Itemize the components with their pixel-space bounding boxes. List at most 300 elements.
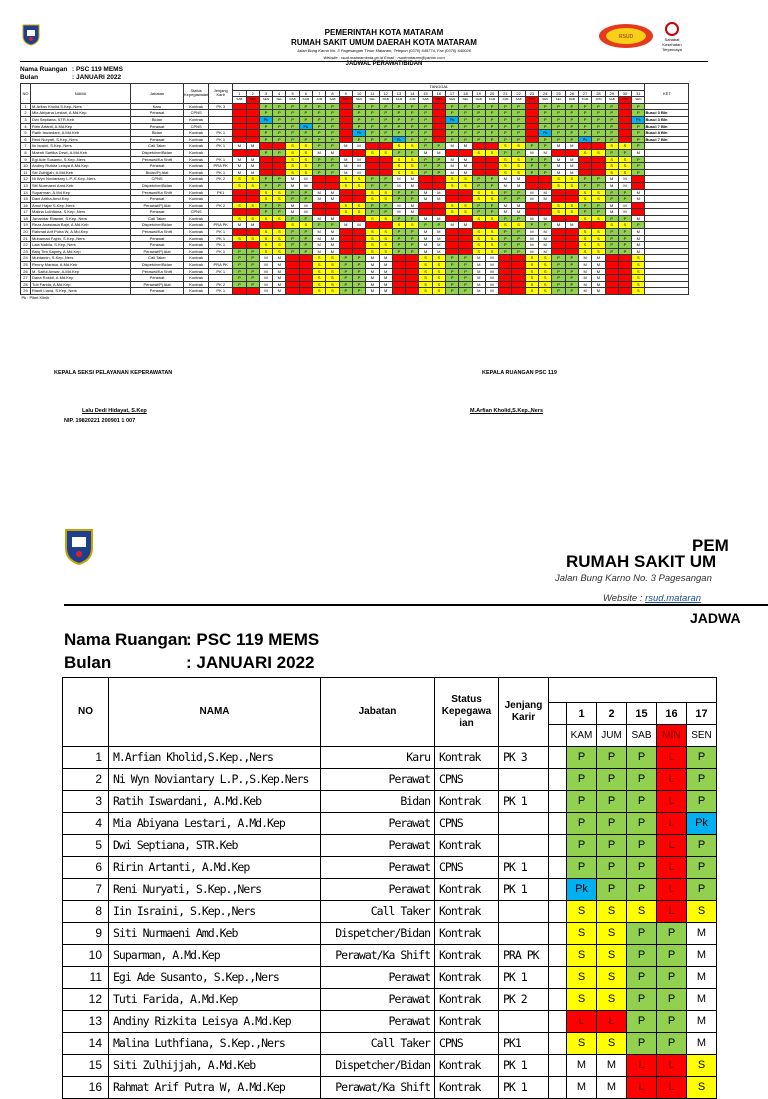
- table-row: [63, 857, 717, 879]
- row-rank: [499, 901, 549, 923]
- row-no: 16: [63, 1077, 109, 1099]
- shift-cell: L: [352, 248, 365, 255]
- shift-cell: M: [525, 229, 538, 236]
- weekday: MIN: [339, 97, 352, 104]
- shift-cell: P: [552, 262, 565, 269]
- weekday: MIN: [432, 97, 445, 104]
- shift-cell: P: [313, 110, 326, 117]
- shift-cell: P: [605, 136, 618, 143]
- shift-cell: L: [432, 176, 445, 183]
- shift-cell: S: [259, 196, 272, 203]
- shift-cell: P: [366, 130, 379, 137]
- shift-cell: S: [392, 143, 405, 150]
- shift-cell: P: [605, 130, 618, 137]
- shift-cell: M: [525, 215, 538, 222]
- shift-cell: P: [632, 103, 645, 110]
- shift-cell: P: [687, 879, 717, 901]
- shift-cell: P: [326, 143, 339, 150]
- shift-cell: P: [632, 136, 645, 143]
- row-role: Perawat: [321, 879, 435, 901]
- shift-cell: S: [313, 288, 326, 295]
- shift-cell: P: [406, 196, 419, 203]
- shift-cell: S: [246, 176, 259, 183]
- shift-cell: P: [273, 149, 286, 156]
- shift-cell: L: [605, 268, 618, 275]
- partner-logo: [660, 22, 684, 50]
- shift-cell: P: [627, 769, 657, 791]
- shift-cell: M: [592, 288, 605, 295]
- shift-cell: L: [618, 268, 631, 275]
- shift-cell: P: [419, 156, 432, 163]
- shift-cell: L: [632, 176, 645, 183]
- shift-cell: L: [485, 143, 498, 150]
- shift-cell: P: [352, 262, 365, 269]
- month-value: : JANUARI 2022: [186, 653, 315, 672]
- shift-cell: S: [313, 275, 326, 282]
- shift-cell: P: [352, 288, 365, 295]
- shift-cell: L: [552, 215, 565, 222]
- shift-cell: M: [512, 176, 525, 183]
- shift-cell: S: [432, 268, 445, 275]
- shift-cell: P: [459, 103, 472, 110]
- weekday-spacer: [549, 725, 567, 747]
- shift-cell: P: [313, 222, 326, 229]
- shift-cell: P: [459, 275, 472, 282]
- shift-cell: P: [578, 123, 591, 130]
- footnote-row: [21, 295, 689, 301]
- shift-cell: S: [366, 196, 379, 203]
- shift-cell: P: [485, 103, 498, 110]
- row-ket: [645, 281, 689, 288]
- row-name: Amul Hajar S.Kep.,Ners: [31, 202, 131, 209]
- shift-cell: P: [565, 262, 578, 269]
- shift-cell: S: [392, 222, 405, 229]
- shift-cell: S: [313, 268, 326, 275]
- shift-cell: P: [446, 110, 459, 117]
- shift-cell: L: [618, 123, 631, 130]
- shift-cell: P: [578, 110, 591, 117]
- weekday: SEN: [539, 97, 552, 104]
- shift-cell: L: [432, 182, 445, 189]
- shift-cell: P: [432, 156, 445, 163]
- table-row: [21, 176, 689, 183]
- shift-cell: S: [273, 235, 286, 242]
- shift-cell: P: [259, 176, 272, 183]
- shift-cell: L: [605, 262, 618, 269]
- shift-cell: Pk: [632, 116, 645, 123]
- row-name: Maenti Sartika Dewi, A.Md.Keb: [31, 149, 131, 156]
- month-value: : JANUARI 2022: [72, 74, 122, 81]
- month-line: [20, 74, 121, 81]
- shift-cell: L: [552, 248, 565, 255]
- shift-cell: S: [578, 196, 591, 203]
- shift-cell: P: [499, 235, 512, 242]
- col-rank-header: Jenjang Karir: [209, 84, 233, 104]
- weekday: JUM: [406, 97, 419, 104]
- shift-cell: P: [618, 189, 631, 196]
- shift-cell: P: [352, 255, 365, 262]
- shift-cell: S: [379, 242, 392, 249]
- row-ket: [645, 275, 689, 282]
- shift-cell: S: [552, 202, 565, 209]
- row-status: Kontrak: [184, 262, 209, 269]
- shift-cell: L: [406, 288, 419, 295]
- shift-cell: M: [499, 202, 512, 209]
- shift-cell: P: [565, 130, 578, 137]
- shift-cell: S: [592, 235, 605, 242]
- shift-cell: S: [432, 255, 445, 262]
- shift-cell: P: [627, 791, 657, 813]
- shift-cell: L: [339, 130, 352, 137]
- shift-cell: P: [472, 130, 485, 137]
- row-no: 5: [63, 835, 109, 857]
- shift-cell: P: [499, 189, 512, 196]
- table-row: [63, 1077, 717, 1099]
- shift-cell: P: [632, 156, 645, 163]
- row-rank: PK1: [499, 1033, 549, 1055]
- weekday: MIN: [525, 97, 538, 104]
- shift-cell: P: [597, 835, 627, 857]
- shift-cell: L: [459, 248, 472, 255]
- row-rank: [209, 110, 233, 117]
- row-ket: [645, 262, 689, 269]
- day-number: 18: [459, 90, 472, 97]
- shift-cell: S: [499, 143, 512, 150]
- shift-cell: M: [525, 149, 538, 156]
- shift-cell: L: [657, 1055, 687, 1077]
- shift-cell: S: [273, 229, 286, 236]
- shift-cell: P: [446, 255, 459, 262]
- row-no: 28: [21, 281, 31, 288]
- shift-cell: S: [459, 202, 472, 209]
- shift-cell: S: [567, 901, 597, 923]
- shift-cell: M: [259, 281, 272, 288]
- shift-cell: S: [432, 262, 445, 269]
- row-no: 11: [21, 169, 31, 176]
- table-row: [21, 182, 689, 189]
- shift-cell: P: [657, 945, 687, 967]
- row-no: 20: [21, 229, 31, 236]
- shift-cell: Pk: [567, 879, 597, 901]
- month-label: Bulan: [64, 653, 112, 672]
- shift-cell: L: [366, 169, 379, 176]
- shift-cell: S: [552, 209, 565, 216]
- shift-cell: L: [525, 136, 538, 143]
- row-role: Call Taker: [321, 1033, 435, 1055]
- shift-cell: S: [366, 248, 379, 255]
- shift-cell: S: [565, 202, 578, 209]
- day-gap: [549, 791, 567, 813]
- shift-cell: L: [459, 229, 472, 236]
- hospital-web: Website : rsud.mataramkota.go.id Email : rsudmataram@yahoo.com: [323, 55, 445, 60]
- weekday: KAM: [392, 97, 405, 104]
- shift-cell: P: [326, 136, 339, 143]
- row-status: CPNS: [435, 857, 499, 879]
- shift-cell: P: [286, 110, 299, 117]
- shift-cell: L: [552, 235, 565, 242]
- weekday: SAB: [233, 97, 246, 104]
- shift-cell: P: [499, 149, 512, 156]
- shift-cell: L: [525, 116, 538, 123]
- shift-cell: S: [313, 281, 326, 288]
- shift-cell: M: [446, 169, 459, 176]
- shift-cell: S: [286, 222, 299, 229]
- shift-cell: S: [512, 156, 525, 163]
- shift-cell: L: [565, 189, 578, 196]
- row-role: Karu: [131, 103, 184, 110]
- row-role: Call Taker: [131, 143, 184, 150]
- day-number: 5: [286, 90, 299, 97]
- row-rank: PRA PK: [499, 945, 549, 967]
- shift-cell: S: [499, 156, 512, 163]
- day-gap: [549, 945, 567, 967]
- shift-cell: P: [592, 103, 605, 110]
- day-number: 6: [299, 90, 312, 97]
- shift-cell: P: [352, 268, 365, 275]
- shift-cell: P: [379, 123, 392, 130]
- shift-cell: L: [552, 189, 565, 196]
- shift-cell: P: [565, 268, 578, 275]
- shift-cell: S: [597, 989, 627, 1011]
- shift-cell: P: [578, 209, 591, 216]
- shift-cell: M: [379, 275, 392, 282]
- shift-cell: P: [459, 110, 472, 117]
- day-gap: [549, 901, 567, 923]
- shift-cell: S: [597, 901, 627, 923]
- row-role: Perawat/Pj Alat: [131, 248, 184, 255]
- shift-cell: L: [578, 222, 591, 229]
- shift-cell: M: [273, 275, 286, 282]
- schedule-table-full: [20, 83, 689, 301]
- shift-cell: S: [632, 281, 645, 288]
- table-row: [63, 945, 717, 967]
- weekday: JUM: [313, 97, 326, 104]
- shift-cell: L: [419, 182, 432, 189]
- shift-cell: L: [539, 209, 552, 216]
- shift-cell: M: [273, 268, 286, 275]
- shift-cell: M: [687, 1033, 717, 1055]
- row-role: Perawat: [131, 235, 184, 242]
- shift-cell: S: [419, 281, 432, 288]
- shift-cell: S: [406, 156, 419, 163]
- shift-cell: S: [539, 255, 552, 262]
- shift-cell: S: [472, 229, 485, 236]
- shift-cell: P: [299, 215, 312, 222]
- row-rank: PK 1: [209, 242, 233, 249]
- table-row: [63, 1011, 717, 1033]
- shift-cell: S: [366, 235, 379, 242]
- shift-cell: L: [233, 189, 246, 196]
- shift-cell: M: [233, 163, 246, 170]
- row-name: Dwi Septiana, STR.Keb: [31, 116, 131, 123]
- day-number: 22: [512, 90, 525, 97]
- shift-cell: L: [618, 136, 631, 143]
- table-row: [21, 110, 689, 117]
- shift-cell: P: [352, 275, 365, 282]
- shift-cell: Pk: [578, 136, 591, 143]
- shift-cell: P: [618, 242, 631, 249]
- shift-cell: P: [565, 116, 578, 123]
- shift-cell: M: [687, 945, 717, 967]
- day-number: 2: [246, 90, 259, 97]
- weekday: SEN: [687, 725, 717, 747]
- shift-cell: L: [392, 268, 405, 275]
- shift-cell: L: [246, 229, 259, 236]
- shift-cell: M: [539, 189, 552, 196]
- shift-cell: M: [472, 262, 485, 269]
- shift-cell: P: [392, 149, 405, 156]
- shift-cell: L: [565, 235, 578, 242]
- weekday: SEN: [352, 97, 365, 104]
- shift-cell: M: [578, 255, 591, 262]
- shift-cell: L: [406, 255, 419, 262]
- shift-cell: M: [592, 255, 605, 262]
- weekday: SEN: [259, 97, 272, 104]
- shift-cell: L: [379, 169, 392, 176]
- hospital-logo-icon: [598, 23, 654, 49]
- shift-cell: P: [233, 275, 246, 282]
- shift-cell: P: [552, 103, 565, 110]
- table-row: [63, 835, 717, 857]
- row-name: Siti Nurmaeni Amd.Keb: [31, 182, 131, 189]
- shift-cell: L: [313, 209, 326, 216]
- shift-cell: M: [485, 288, 498, 295]
- shift-cell: L: [246, 130, 259, 137]
- shift-cell: L: [246, 288, 259, 295]
- shift-cell: L: [578, 169, 591, 176]
- shift-cell: L: [273, 169, 286, 176]
- hospital-address-zoom: Jalan Bung Karno No. 3 Pagesangan: [555, 573, 712, 584]
- shift-cell: P: [379, 209, 392, 216]
- shift-cell: M: [259, 288, 272, 295]
- table-row: [21, 123, 689, 130]
- shift-cell: L: [432, 116, 445, 123]
- shift-cell: P: [632, 143, 645, 150]
- shift-cell: M: [499, 176, 512, 183]
- shift-cell: M: [432, 235, 445, 242]
- shift-cell: M: [472, 281, 485, 288]
- table-row: [21, 202, 689, 209]
- shift-cell: P: [485, 110, 498, 117]
- partner-logo-icon: [665, 22, 679, 36]
- shift-cell: M: [419, 248, 432, 255]
- shift-cell: M: [632, 242, 645, 249]
- table-row: [21, 229, 689, 236]
- shift-cell: P: [618, 235, 631, 242]
- shift-cell: S: [687, 1077, 717, 1099]
- month-line-zoom: [64, 653, 315, 673]
- shift-cell: L: [366, 163, 379, 170]
- shift-cell: P: [286, 116, 299, 123]
- weekday: SAB: [605, 97, 618, 104]
- shift-cell: P: [597, 791, 627, 813]
- room-line-zoom: [64, 630, 319, 650]
- col-ket-header: KET: [645, 84, 689, 104]
- shift-cell: P: [605, 215, 618, 222]
- shift-cell: P: [512, 123, 525, 130]
- shift-cell: M: [565, 156, 578, 163]
- row-status: Kontrak: [435, 923, 499, 945]
- row-rank: [209, 255, 233, 262]
- shift-cell: L: [419, 209, 432, 216]
- row-name: Iin Israini, S.Kep.,Ners: [31, 143, 131, 150]
- shift-cell: P: [567, 835, 597, 857]
- shift-cell: P: [632, 123, 645, 130]
- shift-cell: S: [618, 156, 631, 163]
- shift-cell: M: [485, 268, 498, 275]
- row-name: M.Arfian Kholid,S.Kep.,Ners: [31, 103, 131, 110]
- shift-cell: M: [326, 215, 339, 222]
- row-rank: [499, 1011, 549, 1033]
- shift-cell: P: [687, 747, 717, 769]
- shift-cell: P: [499, 116, 512, 123]
- shift-cell: P: [525, 143, 538, 150]
- row-ket: [645, 288, 689, 295]
- row-name: Reni Nuryati, S.Kep.,Ners: [109, 879, 321, 901]
- shift-cell: M: [233, 143, 246, 150]
- shift-cell: L: [233, 288, 246, 295]
- web-link[interactable]: rsud.mataran: [645, 593, 702, 604]
- shift-cell: P: [246, 281, 259, 288]
- shift-cell: L: [299, 255, 312, 262]
- shift-cell: L: [552, 149, 565, 156]
- shift-cell: P: [366, 123, 379, 130]
- shift-cell: P: [632, 110, 645, 117]
- row-no: 12: [21, 176, 31, 183]
- shift-cell: P: [567, 769, 597, 791]
- shift-cell: L: [286, 262, 299, 269]
- row-status: Kontrak: [435, 967, 499, 989]
- shift-cell: P: [352, 103, 365, 110]
- shift-cell: M: [687, 1011, 717, 1033]
- shift-cell: L: [299, 288, 312, 295]
- shift-cell: M: [578, 281, 591, 288]
- row-status: CPNS: [184, 123, 209, 130]
- row-rank: PK 1: [209, 268, 233, 275]
- shift-cell: P: [592, 202, 605, 209]
- day-number: 16: [657, 703, 687, 725]
- shift-cell: S: [392, 156, 405, 163]
- row-status: Kontrak: [184, 248, 209, 255]
- shift-cell: M: [459, 156, 472, 163]
- row-name: M. Saiful Anwar, A.Md.Kep: [31, 268, 131, 275]
- shift-cell: M: [352, 163, 365, 170]
- shift-cell: L: [406, 281, 419, 288]
- shift-cell: P: [499, 110, 512, 117]
- shift-cell: P: [657, 1011, 687, 1033]
- shift-cell: M: [339, 169, 352, 176]
- shift-cell: L: [273, 156, 286, 163]
- shift-cell: P: [605, 116, 618, 123]
- shift-cell: M: [419, 215, 432, 222]
- row-ket: [645, 248, 689, 255]
- day-number: 3: [259, 90, 272, 97]
- shift-cell: M: [366, 281, 379, 288]
- shift-cell: S: [313, 262, 326, 269]
- shift-cell: M: [472, 275, 485, 282]
- shift-cell: M: [273, 288, 286, 295]
- shift-cell: S: [632, 262, 645, 269]
- shift-cell: M: [687, 989, 717, 1011]
- shift-cell: L: [485, 156, 498, 163]
- shift-cell: L: [339, 242, 352, 249]
- row-rank: PK 2: [209, 281, 233, 288]
- row-role: Call Taker: [131, 255, 184, 262]
- shift-cell: P: [539, 169, 552, 176]
- shift-cell: P: [299, 136, 312, 143]
- shift-cell: L: [605, 288, 618, 295]
- shift-cell: P: [352, 136, 365, 143]
